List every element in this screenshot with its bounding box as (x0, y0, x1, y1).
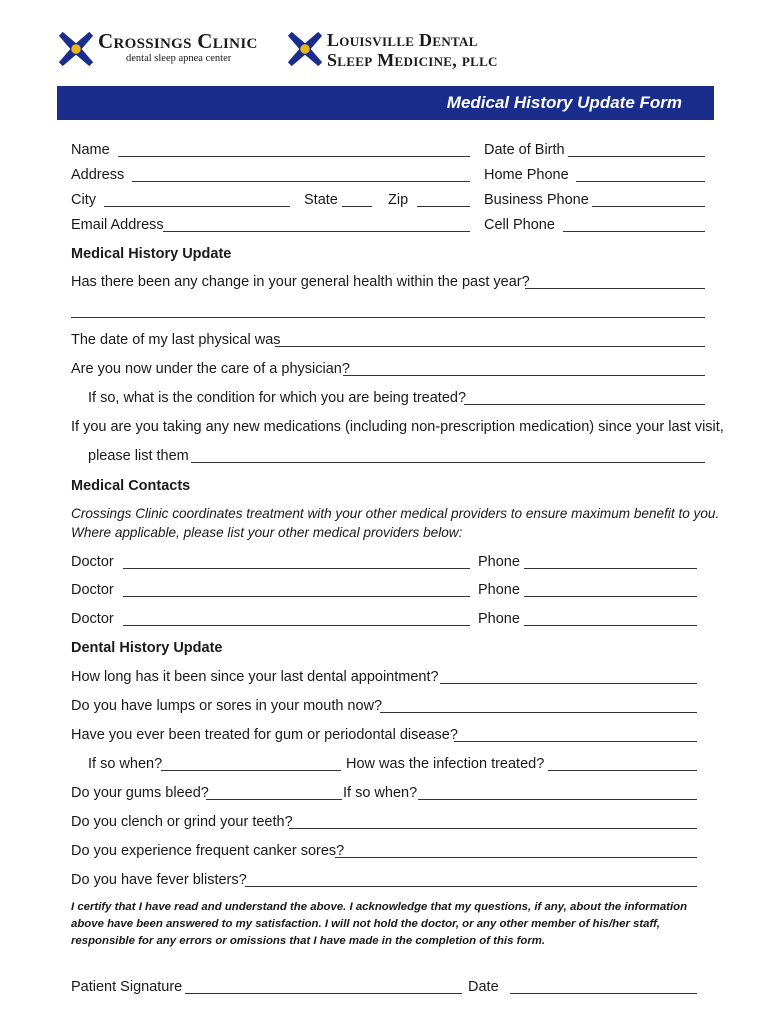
cell-phone-label: Cell Phone (484, 217, 555, 233)
signature-date-label: Date (468, 979, 499, 995)
crossings-clinic-logo (57, 30, 258, 68)
bleed-when-field[interactable] (418, 799, 697, 800)
last-dental-field[interactable] (440, 683, 697, 684)
doctor-1-label: Doctor (71, 554, 114, 570)
state-label: State (304, 192, 338, 208)
name-label: Name (71, 142, 110, 158)
address-label: Address (71, 167, 125, 183)
lumps-field[interactable] (380, 712, 697, 713)
doctor-1-phone-label: Phone (478, 554, 520, 570)
business-phone-field[interactable] (592, 206, 705, 207)
state-field[interactable] (342, 206, 372, 207)
dob-label: Date of Birth (484, 142, 565, 158)
physician-care-question: Are you now under the care of a physician? (71, 361, 350, 377)
doctor-3-label: Doctor (71, 611, 114, 627)
doctor-1-phone-field[interactable] (524, 568, 697, 569)
clinic2-line2: Sleep Medicine, pllc (327, 50, 498, 70)
doctor-1-field[interactable] (123, 568, 470, 569)
gums-bleed-field[interactable] (206, 799, 342, 800)
last-dental-question: How long has it been since your last dental appointment? (71, 669, 439, 685)
medical-history-heading: Medical History Update (71, 246, 232, 262)
condition-question: If so, what is the condition for which you are being treated? (88, 390, 467, 406)
medications-field[interactable] (191, 462, 705, 463)
infection-treated-label: How was the infection treated? (346, 756, 545, 772)
signature-date-field[interactable] (510, 993, 697, 994)
patient-signature-label: Patient Signature (71, 979, 183, 995)
clinic1-subtitle: dental sleep apnea center (126, 53, 232, 64)
clench-field[interactable] (289, 828, 697, 829)
gums-bleed-question: Do your gums bleed? (71, 785, 209, 801)
doctor-3-phone-field[interactable] (524, 625, 697, 626)
city-label: City (71, 192, 96, 208)
dob-field[interactable] (568, 156, 705, 157)
gum-when-field[interactable] (161, 770, 341, 771)
email-label: Email Address (71, 217, 164, 233)
home-phone-label: Home Phone (484, 167, 569, 183)
doctor-2-phone-label: Phone (478, 582, 520, 598)
zip-field[interactable] (417, 206, 470, 207)
clench-question: Do you clench or grind your teeth? (71, 814, 293, 830)
doctor-2-label: Doctor (71, 582, 114, 598)
form-title-banner (57, 86, 714, 120)
louisville-cross-icon (286, 30, 324, 68)
business-phone-label: Business Phone (484, 192, 589, 208)
contacts-intro-2: Where applicable, please list your other medical providers below: (71, 525, 463, 540)
last-physical-field[interactable] (275, 346, 705, 347)
zip-label: Zip (388, 192, 409, 208)
dental-history-heading: Dental History Update (71, 640, 223, 656)
email-field[interactable] (163, 231, 470, 232)
contacts-intro-1: Crossings Clinic coordinates treatment with your other medical providers to ensure maximum benefit to you. (71, 506, 720, 521)
doctor-2-phone-field[interactable] (524, 596, 697, 597)
doctor-3-phone-label: Phone (478, 611, 520, 627)
health-change-field[interactable] (525, 288, 705, 289)
clinic2-line1: Louisville Dental (327, 30, 478, 50)
medications-question: If you are you taking any new medications (including non-prescription medication) since your last visit, (71, 419, 724, 435)
certification-text: I certify that I have read and understand the above. I acknowledge that my questions, if any, about the information above have been answered to my satisfaction. I will not hold the doctor, or any other member of his/her staff, responsible for any errors or omissions that I have made in the completion of this form. (71, 901, 688, 947)
home-phone-field[interactable] (576, 181, 705, 182)
fever-blisters-question: Do you have fever blisters? (71, 872, 247, 888)
condition-field[interactable] (464, 404, 705, 405)
medical-contacts-heading: Medical Contacts (71, 478, 191, 494)
infection-treated-field[interactable] (548, 770, 697, 771)
health-change-question: Has there been any change in your general health within the past year? (71, 274, 530, 290)
gum-disease-field[interactable] (454, 741, 697, 742)
patient-signature-field[interactable] (185, 993, 462, 994)
doctor-3-field[interactable] (123, 625, 470, 626)
address-field[interactable] (132, 181, 470, 182)
gum-when-label: If so when? (88, 756, 163, 772)
doctor-2-field[interactable] (123, 596, 470, 597)
medications-list-label: please list them (88, 448, 189, 464)
crossings-cross-icon (57, 30, 95, 68)
last-physical-question: The date of my last physical was (71, 332, 281, 348)
clinic1-name: Crossings Clinic (98, 29, 258, 53)
bleed-when-label: If so when? (343, 785, 418, 801)
fever-blisters-field[interactable] (245, 886, 697, 887)
lumps-question: Do you have lumps or sores in your mouth now? (71, 698, 383, 714)
physician-care-field[interactable] (343, 375, 705, 376)
gum-disease-question: Have you ever been treated for gum or periodontal disease? (71, 727, 458, 743)
cell-phone-field[interactable] (563, 231, 705, 232)
louisville-dental-logo (286, 30, 498, 70)
form-title: Medical History Update Form (446, 93, 682, 112)
canker-field[interactable] (335, 857, 697, 858)
health-change-field-2[interactable] (71, 317, 705, 318)
name-field[interactable] (118, 156, 470, 157)
city-field[interactable] (104, 206, 290, 207)
canker-question: Do you experience frequent canker sores? (71, 843, 345, 859)
